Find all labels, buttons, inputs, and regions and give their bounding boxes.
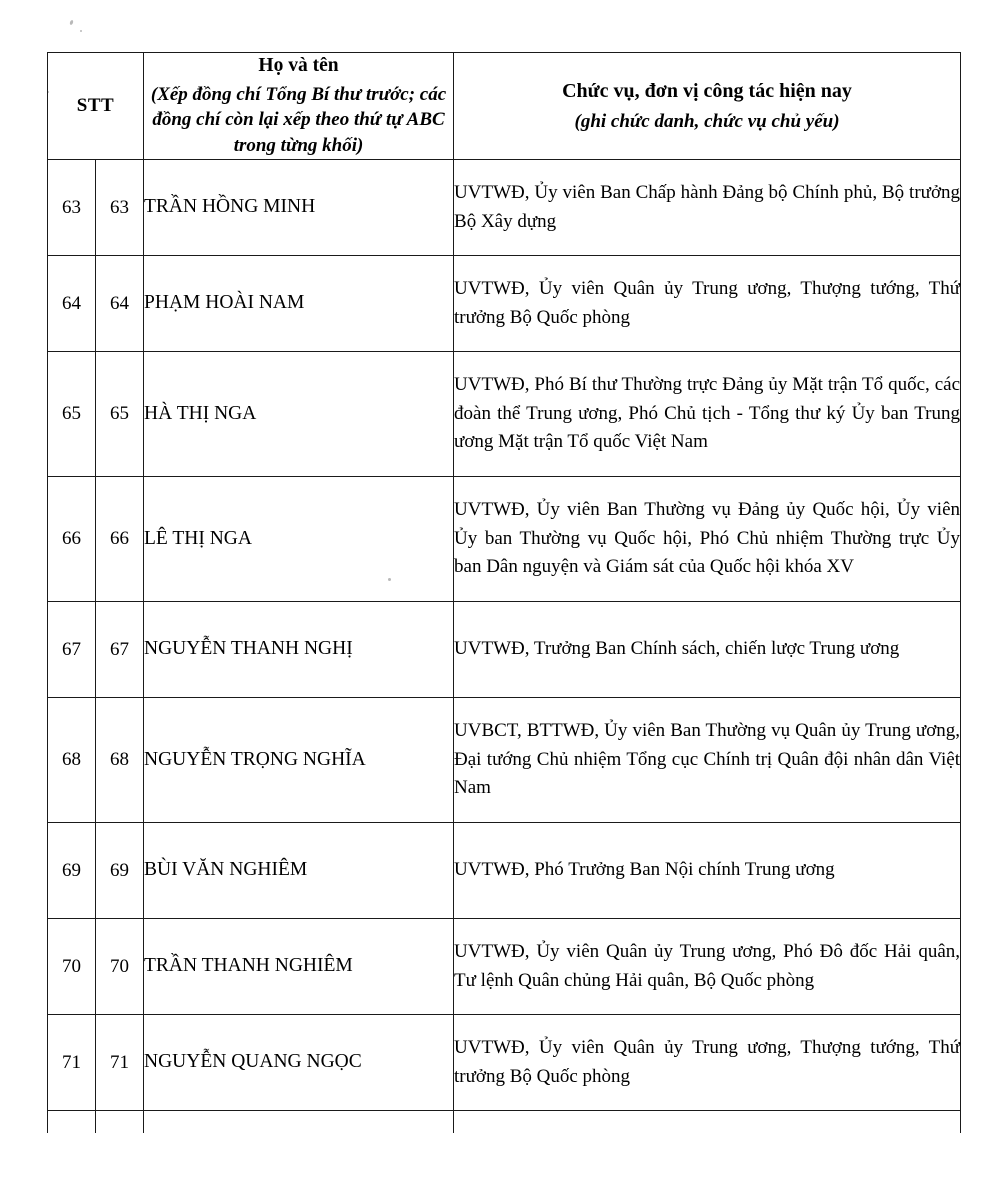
row-number: 67: [96, 602, 144, 698]
row-name: NGUYỄN TRỌNG NGHĨA: [144, 698, 454, 823]
row-position: UVTWĐ, Ủy viên Ban Chấp hành Đảng bộ Chính phủ, Bộ trưởng Bộ Xây dựng: [454, 160, 961, 256]
row-name: NGUYỄN THANH NGHỊ: [144, 602, 454, 698]
row-position: UVTWĐ, Phó Trưởng Ban Nội chính Trung ương: [454, 823, 961, 919]
row-number: 63: [96, 160, 144, 256]
row-name: LÊ THỊ NGA: [144, 477, 454, 602]
table-header-row: [48, 53, 961, 160]
row-name: TRẦN THANH NGHIÊM: [144, 919, 454, 1015]
row-stt: [48, 1111, 96, 1133]
row-name: NGUYỄN QUANG NGỌC: [144, 1015, 454, 1111]
row-name: TRẦN HỒNG MINH: [144, 160, 454, 256]
table-row: [48, 256, 961, 352]
row-position: UVTWĐ, Trưởng Ban Chính sách, chiến lược Trung ương: [454, 602, 961, 698]
table-row: [48, 352, 961, 477]
row-stt: 70: [48, 919, 96, 1015]
row-stt: 69: [48, 823, 96, 919]
row-number: 64: [96, 256, 144, 352]
row-name: PHẠM HOÀI NAM: [144, 256, 454, 352]
row-position: UVTWĐ, Ủy viên Quân ủy Trung ương, Thượng tướng, Thứ trưởng Bộ Quốc phòng: [454, 1015, 961, 1111]
row-number: 68: [96, 698, 144, 823]
column-header-name-note: (Xếp đồng chí Tổng Bí thư trước; các đồng chí còn lại xếp theo thứ tự ABC trong từng khối): [150, 83, 447, 157]
row-position: UVTWĐ, Phó Bí thư Thường trực Đảng ủy Mặt trận Tổ quốc, các đoàn thể Trung ương, Phó Chủ tịch - Tổng thư ký Ủy ban Trung ương Mặt trận Tổ quốc Việt Nam: [454, 352, 961, 477]
row-position: UVTWĐ, Ủy viên Quân ủy Trung ương, Thượng tướng, Thứ trưởng Bộ Quốc phòng: [454, 256, 961, 352]
row-number: 65: [96, 352, 144, 477]
table-row: [48, 1015, 961, 1111]
column-header-position: [454, 53, 961, 160]
scan-speck: [69, 20, 74, 26]
table-row: [48, 477, 961, 602]
row-position: [454, 1111, 961, 1133]
personnel-table: [47, 52, 961, 1133]
row-number: 66: [96, 477, 144, 602]
scan-speck: [80, 30, 82, 32]
row-name: HÀ THỊ NGA: [144, 352, 454, 477]
row-stt: 65: [48, 352, 96, 477]
table-row-cutoff: [48, 1111, 961, 1133]
row-position: UVBCT, BTTWĐ, Ủy viên Ban Thường vụ Quân ủy Trung ương, Đại tướng Chủ nhiệm Tổng cục Chính trị Quân đội nhân dân Việt Nam: [454, 698, 961, 823]
row-stt: 64: [48, 256, 96, 352]
column-header-name-title: Họ và tên: [258, 55, 339, 76]
row-number: [96, 1111, 144, 1133]
row-number: 69: [96, 823, 144, 919]
table-row: [48, 823, 961, 919]
row-number: 71: [96, 1015, 144, 1111]
row-stt: 71: [48, 1015, 96, 1111]
column-header-stt: STT: [48, 53, 144, 160]
row-position: UVTWĐ, Ủy viên Quân ủy Trung ương, Phó Đô đốc Hải quân, Tư lệnh Quân chủng Hải quân, Bộ Quốc phòng: [454, 919, 961, 1015]
column-header-name: [144, 53, 454, 160]
table-row: [48, 602, 961, 698]
row-number: 70: [96, 919, 144, 1015]
column-header-position-title: Chức vụ, đơn vị công tác hiện nay: [562, 79, 852, 102]
table-row: [48, 160, 961, 256]
row-stt: 68: [48, 698, 96, 823]
row-stt: 66: [48, 477, 96, 602]
column-header-position-note: (ghi chức danh, chức vụ chủ yếu): [574, 110, 840, 132]
row-position: UVTWĐ, Ủy viên Ban Thường vụ Đảng ủy Quốc hội, Ủy viên Ủy ban Thường vụ Quốc hội, Phó Chủ nhiệm Thường trực Ủy ban Dân nguyện và Giám sát của Quốc hội khóa XV: [454, 477, 961, 602]
row-name: BÙI VĂN NGHIÊM: [144, 823, 454, 919]
row-stt: 67: [48, 602, 96, 698]
row-stt: 63: [48, 160, 96, 256]
table-row: [48, 919, 961, 1015]
table-row: [48, 698, 961, 823]
row-name: [144, 1111, 454, 1133]
